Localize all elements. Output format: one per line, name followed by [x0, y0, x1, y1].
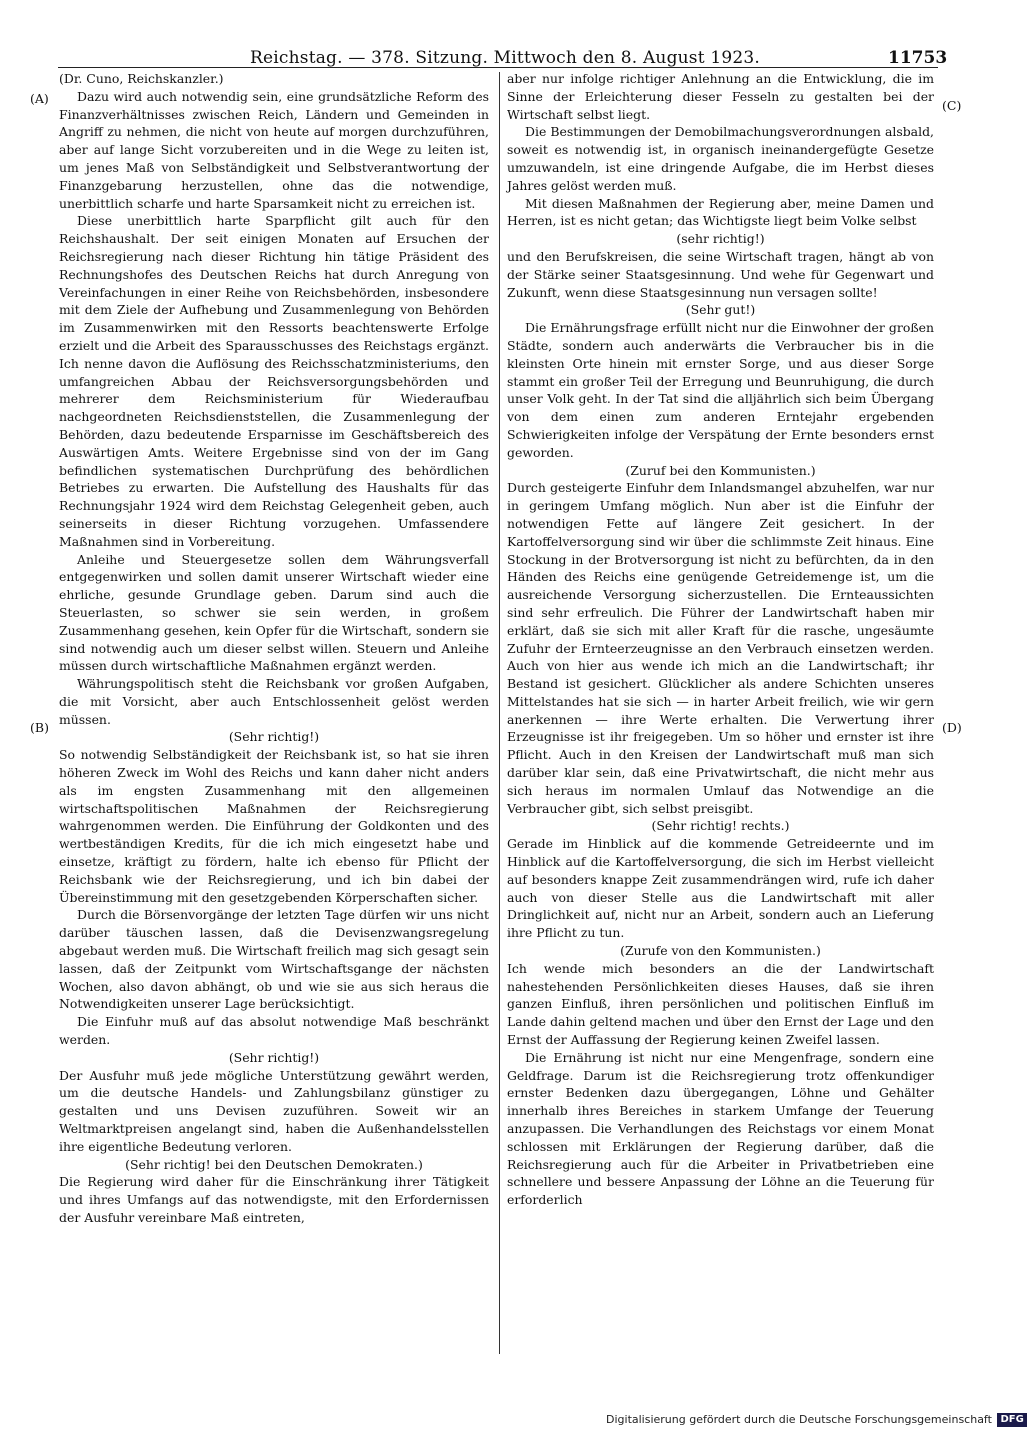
paragraph: aber nur infolge richtiger Anlehnung an die Entwicklung, die im Sinne der Erleichterung dieser Fesseln zu gestalten bei der Wirtschaft selbst liegt. [507, 71, 934, 122]
page-number: 11753 [888, 48, 948, 68]
interjection: (sehr richtig!) [676, 231, 765, 247]
header-rule [58, 67, 938, 68]
paragraph: Ich wende mich besonders an die der Landwirtschaft nahestehenden Persönlichkeiten dieses Hauses, daß sie ihren ganzen Einfluß, ihren persönlichen und politischen Einfluß im Lande dahin geltend machen und über den Ernst der Lage und den Ernst der Auffassung der Regierung keinen Zweifel lassen. [507, 960, 934, 1048]
paragraph: und den Berufskreisen, die seine Wirtschaft tragen, hängt ab von der Stärke seiner Staatsgesinnung. Und wehe für Gegenwart und Zukunft, wenn diese Staatsgesinnung nun versagen sollte! [507, 248, 934, 300]
interjection: (Sehr gut!) [685, 302, 756, 318]
margin-mark-d: (D) [942, 720, 962, 735]
margin-mark-b: (B) [30, 720, 49, 735]
interjection: (Zurufe von den Kommunisten.) [620, 943, 821, 959]
interjection: (Sehr richtig!) [228, 729, 320, 745]
interjection: (Sehr richtig! rechts.) [651, 818, 790, 834]
paragraph: Die Regierung wird daher für die Einschränkung ihrer Tätigkeit und ihres Umfangs auf das notwendigste, mit den Erfordernissen der Ausfuhr vereinbare Maß eintreten, [59, 1174, 489, 1225]
paragraph: Die Ernährungsfrage erfüllt nicht nur die Einwohner der großen Städte, sondern auch anderwärts die Verbraucher bis in die kleinsten Orte hinein mit ernster Sorge, und aus dieser Sorge stammt ein großer Teil der Erregung und Beunruhigung, die durch unser Volk geht. In der Tat sind die alljährlich sich beim Übergang von dem einen zum anderen Erntejahr ergebenden Schwierigkeiten infolge der Verspätung der Ernte besonders ernst geworden. [507, 320, 934, 460]
paragraph: Mit diesen Maßnahmen der Regierung aber, meine Damen und Herren, ist es nicht getan; das Wichtigste liegt beim Volke selbst [507, 195, 934, 229]
paragraph: Die Einfuhr muß auf das absolut notwendige Maß beschränkt werden. [59, 1014, 489, 1048]
paragraph: Der Ausfuhr muß jede mögliche Unterstützung gewährt werden, um die deutsche Handels- und Zahlungsbilanz günstiger zu gestalten und uns Devisen zuzuführen. Soweit wir an Weltmarktpreisen angelangt sind, haben die Außenhandelsstellen ihre eigentliche Bedeutung verloren. [59, 1067, 489, 1154]
margin-mark-c: (C) [942, 98, 962, 113]
paragraph: Gerade im Hinblick auf die kommende Getreideernte und im Hinblick auf die Kartoffelversorgung, die sich im Herbst vielleicht auf besonders knappe Zeit zusammendrängen wird, rufe ich daher auch von dieser Stelle aus die Landwirtschaft mit aller Dringlichkeit auf, nicht nur an Arbeit, sondern auch an Lieferung ihre Pflicht zu tun. [507, 836, 934, 941]
dfg-logo: DFG [997, 1413, 1026, 1427]
paragraph: Die Bestimmungen der Demobilmachungsverordnungen alsbald, soweit es notwendig ist, in organisch ineinandergefügte Gesetze umzuwandeln, ist eine dringende Aufgabe, die im Herbst dieses Jahres gelöst werden muß. [507, 124, 934, 193]
column-divider [499, 72, 500, 1354]
margin-mark-a: (A) [30, 91, 49, 106]
interjection: (Zuruf bei den Kommunisten.) [625, 462, 816, 478]
interjection: (Sehr richtig!) [228, 1049, 320, 1065]
digitization-credit [606, 1413, 1027, 1427]
running-title: Reichstag. — 378. Sitzung. Mittwoch den 8. August 1923. [250, 48, 761, 68]
left-column [59, 70, 489, 1227]
speaker-note: (Dr. Cuno, Reichskanzler.) [59, 71, 224, 86]
paragraph: So notwendig Selbständigkeit der Reichsbank ist, so hat sie ihren höheren Zweck im Wohl des Reichs und kann daher nicht anders als im engsten Zusammenhang mit den allgemeinen wirtschaftspolitischen Maßnahmen der Reichsregierung wahrgenommen werden. Die Einführung der Goldkonten und des wertbeständigen Kredits, für die ich mich eingesetzt habe und einsetze, kräftigt zu fördern, halte ich ebenso für Pflicht der Reichsbank wie der Reichsregierung, und ich bin dabei der Übereinstimmung mit den gesetzgebenden Körperschaften sicher. [59, 747, 489, 905]
right-column [507, 70, 934, 1209]
paragraph: Durch die Börsenvorgänge der letzten Tage dürfen wir uns nicht darüber täuschen lassen, daß die Devisenzwangsregelung abgebaut werden muß. Die Wirtschaft freilich mag sich gesagt sein lassen, daß der Zeitpunkt vom Wirtschaftsgange der nächsten Wochen, also davon abhängt, ob und wie sie aus sich heraus die Notwendigkeiten unserer Lage berücksichtigt. [59, 907, 489, 1012]
paragraph: Diese unerbittlich harte Sparpflicht gilt auch für den Reichshaushalt. Der seit einigen Monaten auf Ersuchen der Reichsregierung nach dieser Richtung hin tätige Präsident des Rechnungshofes des Deutschen Reichs hat durch Anregung von Vereinfachungen in einer Reihe von Reichsbehörden, insbesondere mit dem Ziele der Aufhebung und Zusammenlegung von Behörden im Zusammenwirken mit den Ressorts beachtenswerte Erfolge erzielt und die Arbeit des Sparausschusses des Reichstags ergänzt. Ich nenne davon die Auflösung des Reichsschatzministeriums, den umfangreichen Abbau der Reichsversorgungsbehörden und mehrerer dem Reichsministerium für Wiederaufbau nachgeordneten Reichsdienststellen, die Zusammenlegung der Behörden, dazu bedeutende Ersparnisse im Geschäftsbereich des Auswärtigen Amts. Weitere Ergebnisse sind von der im Gang befindlichen systematischen Durchprüfung des behördlichen Betriebes zu erwarten. Die Aufstellung des Haushalts für das Rechnungsjahr 1924 wird dem Reichstag Gelegenheit geben, auch seinerseits in dieser Richtung vorzugehen. Umfassendere Maßnahmen sind in Vorbereitung. [59, 213, 489, 549]
paragraph: Durch gesteigerte Einfuhr dem Inlandsmangel abzuhelfen, war nur in geringem Umfang möglich. Nun aber ist die Einfuhr der notwendigen Fette auf längere Zeit gesichert. In der Kartoffelversorgung sind wir über die schlimmste Zeit hinaus. Eine Stockung in der Brotversorgung ist nicht zu befürchten, da in den Händen des Reichs eine genügende Getreidemenge ist, um die ausreichende Versorgung sicherzustellen. Die Ernteaussichten sind sehr erfreulich. Die Führer der Landwirtschaft haben mir erklärt, daß sie sich mit aller Kraft für die rasche, ungesäumte Zufuhr der Ernteerzeugnisse an den Verbrauch einsetzen werden. Auch von hier aus wende ich mich an die Landwirtschaft; ihr Bestand ist gesichert. Glücklicher als andere Schichten unseres Mittelstandes hat sie sich — in harter Arbeit freilich, wie wir gern anerkennen — ihre Werte erhalten. Die Verwertung ihrer Erzeugnisse ist ihr freigegeben. Um so höher und ernster ist ihre Pflicht. Auch in den Kreisen der Landwirtschaft muß man sich darüber klar sein, daß eine Privatwirtschaft, die nicht mehr aus sich heraus im normalen Umlauf das Notwendige an die Verbraucher gibt, sich selbst preisgibt. [507, 480, 934, 816]
paragraph: Währungspolitisch steht die Reichsbank vor großen Aufgaben, die mit Vorsicht, aber auch Entschlossenheit gelöst werden müssen. [59, 676, 489, 727]
credit-text: Digitalisierung gefördert durch die Deutsche Forschungsgemeinschaft [606, 1413, 992, 1426]
paragraph: Anleihe und Steuergesetze sollen dem Währungsverfall entgegenwirken und sollen damit unserer Wirtschaft wieder eine ehrliche, gesunde Grundlage geben. Darum sind auch die Steuerlasten, so schwer sie sein werden, in großem Zusammenhang gesehen, kein Opfer für die Wirtschaft, sondern sie sind notwendig auch um dieser selbst willen. Steuern und Anleihe müssen durch wirtschaftliche Maßnahmen ergänzt werden. [59, 551, 489, 674]
paragraph: Die Ernährung ist nicht nur eine Mengenfrage, sondern eine Geldfrage. Darum ist die Reichsregierung trotz offenkundiger ernster Bedenken dazu übergegangen, Löhne und Gehälter innerhalb ihres Bereiches in starkem Umfange der Teuerung anzupassen. Die Verhandlungen des Reichstags vor einem Monat schlossen mit Erklärungen der Regierung darüber, daß die Reichsregierung auch für die Arbeiter in Privatbetrieben eine schnellere und bessere Anpassung der Löhne an die Teuerung für erforderlich [507, 1049, 934, 1208]
paragraph: Dazu wird auch notwendig sein, eine grundsätzliche Reform des Finanzverhältnisses zwischen Reich, Ländern und Gemeinden in Angriff zu nehmen, die nicht von heute auf morgen durchzuführen, aber auf lange Sicht vorzubereiten und in die Wege zu leiten ist, um jenes Maß von Selbständigkeit und Selbstverantwortung der Finanzgebarung herzustellen, ohne das die notwendige, unerbittlich scharfe und harte Sparsamkeit nicht zu erreichen ist. [59, 88, 489, 211]
interjection: (Sehr richtig! bei den Deutschen Demokraten.) [125, 1156, 423, 1172]
